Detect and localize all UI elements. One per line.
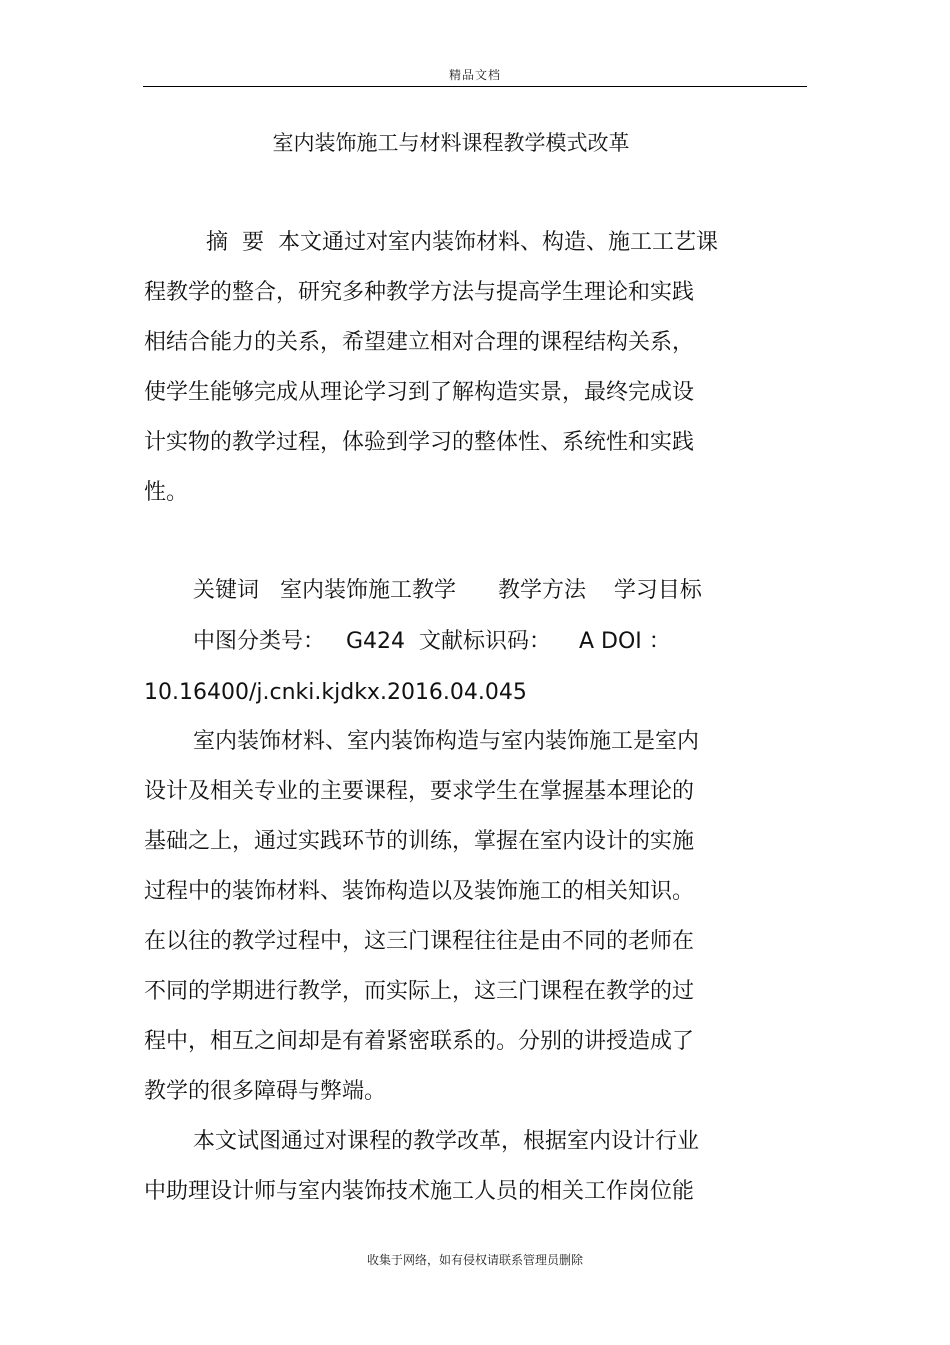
- page-footer: 收集于网络，如有侵权请联系管理员删除: [366, 1253, 583, 1267]
- paragraph-line: 基础之上，通过实践环节的训练，掌握在室内设计的实施: [144, 829, 695, 854]
- classification-line: 中图分类号： G424 文献标识码： A DOI ：: [193, 629, 671, 654]
- paragraph-line: 设计及相关专业的主要课程，要求学生在掌握基本理论的: [144, 779, 695, 804]
- abstract-line: 摘 要 本文通过对室内装饰材料、构造、施工工艺课: [199, 230, 718, 255]
- abstract-line: 计实物的教学过程，体验到学习的整体性、系统性和实践: [144, 430, 695, 455]
- paragraph-line: 过程中的装饰材料、装饰构造以及装饰施工的相关知识。: [144, 879, 695, 904]
- abstract-line: 使学生能够完成从理论学习到了解构造实景，最终完成设: [144, 380, 695, 405]
- paragraph-line: 中助理设计师与室内装饰技术施工人员的相关工作岗位能: [144, 1179, 695, 1204]
- document-title: 室内装饰施工与材料课程教学模式改革: [272, 131, 630, 155]
- paragraph-line: 在以往的教学过程中，这三门课程往往是由不同的老师在: [144, 929, 695, 954]
- abstract-line: 性。: [144, 480, 189, 505]
- paragraph-line: 不同的学期进行教学，而实际上，这三门课程在教学的过: [144, 979, 695, 1004]
- paragraph-line: 本文试图通过对课程的教学改革，根据室内设计行业: [193, 1129, 700, 1154]
- page-header: 精品文档: [448, 68, 501, 82]
- paragraph-line: 程中，相互之间却是有着紧密联系的。分别的讲授造成了: [144, 1029, 695, 1054]
- paragraph-line: 室内装饰材料、室内装饰构造与室内装饰施工是室内: [193, 729, 700, 754]
- paragraph-line: 教学的很多障碍与弊端。: [144, 1079, 387, 1104]
- header-divider: [143, 86, 807, 87]
- keywords-line: 关键词 室内装饰施工教学 教学方法 学习目标: [193, 578, 702, 603]
- abstract-line: 程教学的整合，研究多种教学方法与提高学生理论和实践: [144, 280, 695, 305]
- abstract-line: 相结合能力的关系，希望建立相对合理的课程结构关系，: [144, 330, 695, 355]
- doi-line: 10.16400/j.cnki.kjdkx.2016.04.045: [144, 680, 527, 705]
